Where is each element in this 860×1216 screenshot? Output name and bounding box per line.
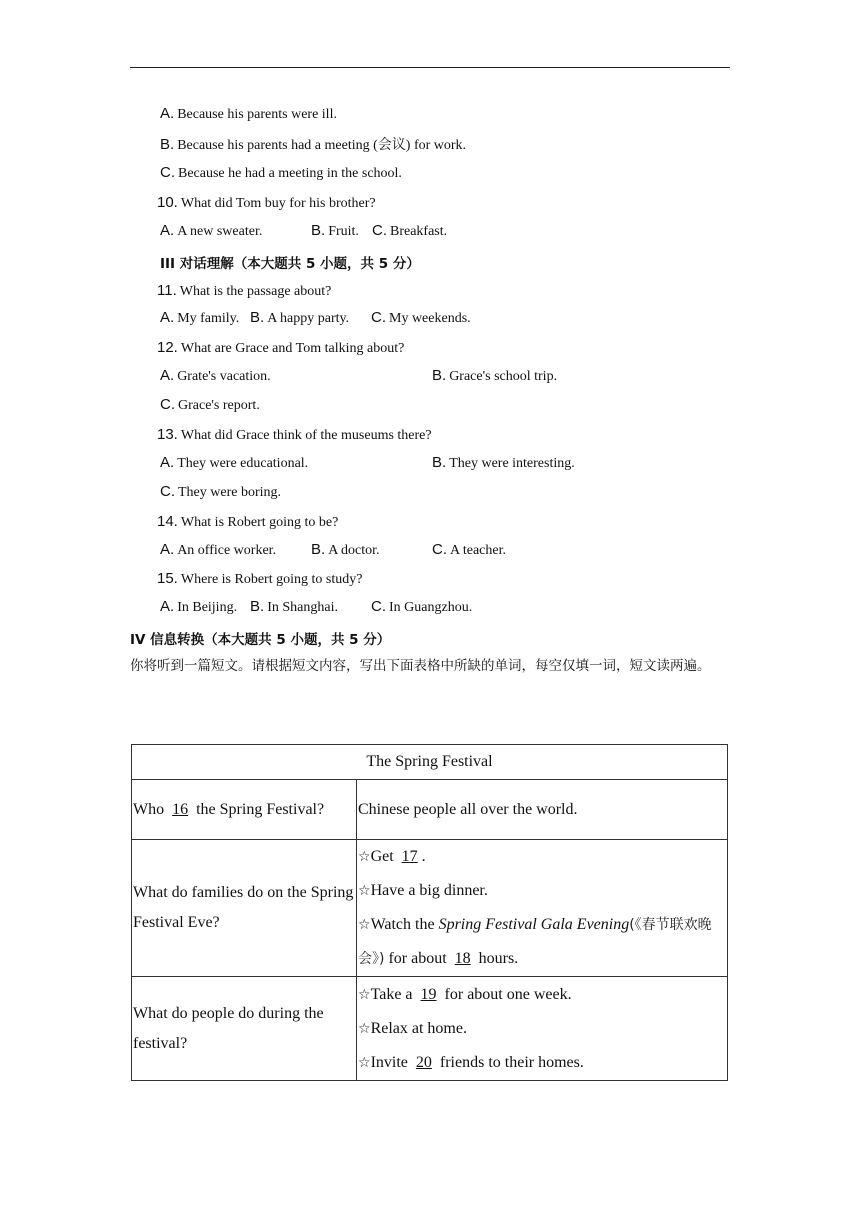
option-letter: C. xyxy=(372,222,387,239)
question-number: 13. xyxy=(157,426,178,443)
option-text: Because he had a meeting in the school. xyxy=(178,166,402,181)
q11-option-a xyxy=(160,309,239,327)
cell-text: for about xyxy=(388,950,447,967)
list-item xyxy=(358,840,726,874)
q10-option-b xyxy=(311,222,359,240)
option-letter: A. xyxy=(160,222,175,239)
question-cell xyxy=(132,780,357,840)
option-text: A teacher. xyxy=(450,543,506,558)
cell-text: Who xyxy=(133,800,165,818)
q13-option-c xyxy=(160,483,281,501)
cell-text: the Spring Festival? xyxy=(196,800,325,818)
q10-question xyxy=(157,194,376,212)
option-text: They were interesting. xyxy=(449,456,575,471)
option-letter: A. xyxy=(160,105,175,122)
q13-option-b xyxy=(432,454,575,472)
option-letter: B. xyxy=(160,136,175,153)
option-text: Because his parents were ill. xyxy=(177,107,337,122)
cell-text: Relax at home. xyxy=(370,1019,467,1037)
option-letter: B. xyxy=(432,454,447,471)
question-text: What did Grace think of the museums there? xyxy=(180,428,432,443)
option-text: Because his parents had a meeting (会议) for work. xyxy=(177,138,467,153)
cell-text: friends to their homes. xyxy=(439,1053,584,1071)
star-icon: ☆ xyxy=(358,986,371,1003)
q15-question xyxy=(157,570,362,588)
answer-cell xyxy=(357,840,728,977)
option-text: In Guangzhou. xyxy=(389,600,473,615)
program-name: Spring Festival Gala Evening xyxy=(438,916,630,933)
question-cell: What do people do during the festival? xyxy=(132,977,357,1081)
question-text: What are Grace and Tom talking about? xyxy=(180,341,405,356)
question-text: What did Tom buy for his brother? xyxy=(180,196,376,211)
q13-option-a xyxy=(160,454,308,472)
star-icon: ☆ xyxy=(358,883,371,899)
list-item xyxy=(358,1046,726,1080)
q12-option-b xyxy=(432,367,557,385)
option-letter: C. xyxy=(432,541,447,558)
option-text: Grace's school trip. xyxy=(449,369,558,384)
cell-text: Have a big dinner. xyxy=(370,882,488,899)
cell-text: Invite xyxy=(370,1053,408,1071)
q15-option-c xyxy=(371,598,472,616)
option-letter: B. xyxy=(432,367,447,384)
option-letter: C. xyxy=(371,598,386,615)
question-number: 10. xyxy=(157,194,178,211)
star-icon: ☆ xyxy=(358,849,371,865)
cell-text: Get xyxy=(370,848,394,865)
q11-option-b xyxy=(250,309,349,327)
q10-option-c xyxy=(372,222,447,240)
list-item xyxy=(358,874,726,908)
table-row xyxy=(132,780,728,840)
option-text: Breakfast. xyxy=(390,224,448,239)
q11-question xyxy=(157,282,331,300)
section-3-heading: III 对话理解（本大题共 5 小题，共 5 分） xyxy=(160,256,420,272)
list-item xyxy=(358,1012,726,1046)
option-text: A doctor. xyxy=(328,543,380,558)
option-text: They were educational. xyxy=(177,456,309,471)
blank-16: 16 xyxy=(172,800,189,818)
option-text: A new sweater. xyxy=(177,224,263,239)
question-number: 14. xyxy=(157,513,178,530)
section-4-instructions: 你将听到一篇短文。请根据短文内容，写出下面表格中所缺的单词，每空仅填一词，短文读两遍。 xyxy=(130,658,711,674)
list-item xyxy=(358,908,726,976)
star-icon: ☆ xyxy=(358,1020,371,1037)
option-letter: A. xyxy=(160,309,175,326)
question-number: 12. xyxy=(157,339,178,356)
table-row xyxy=(132,840,728,977)
answer-cell: Chinese people all over the world. xyxy=(357,780,728,840)
option-letter: B. xyxy=(250,309,265,326)
q13-question xyxy=(157,426,432,444)
option-letter: B. xyxy=(311,541,326,558)
option-letter: C. xyxy=(160,483,175,500)
table-title-row xyxy=(132,745,728,780)
option-text: My weekends. xyxy=(389,311,471,326)
q14-option-a xyxy=(160,541,276,559)
star-icon: ☆ xyxy=(358,1054,371,1071)
question-number: 15. xyxy=(157,570,178,587)
option-letter: A. xyxy=(160,454,175,471)
option-letter: B. xyxy=(311,222,326,239)
q10-options xyxy=(160,222,262,240)
q15-option-a xyxy=(160,598,237,616)
cell-text: hours. xyxy=(478,950,519,967)
cn-annotation: (《春节联欢晚会》) xyxy=(358,917,712,967)
q14-option-b xyxy=(311,541,380,559)
option-text: Grate's vacation. xyxy=(177,369,271,384)
option-text: My family. xyxy=(177,311,240,326)
question-text: Where is Robert going to study? xyxy=(180,572,363,587)
question-text: What is Robert going to be? xyxy=(180,515,339,530)
q11-option-c xyxy=(371,309,471,327)
option-letter: A. xyxy=(160,367,175,384)
option-text: In Beijing. xyxy=(177,600,238,615)
option-letter: A. xyxy=(160,541,175,558)
option-letter: B. xyxy=(250,598,265,615)
spring-festival-table xyxy=(131,744,728,1081)
option-letter: C. xyxy=(160,396,175,413)
cell-text: . xyxy=(421,848,426,865)
blank-19: 19 xyxy=(420,985,437,1003)
option-text: Grace's report. xyxy=(178,398,260,413)
question-number: 11. xyxy=(157,282,177,299)
q12-question xyxy=(157,339,404,357)
section-4-heading: IV 信息转换（本大题共 5 小题，共 5 分） xyxy=(130,632,391,648)
option-letter: A. xyxy=(160,598,175,615)
list-item xyxy=(358,978,726,1012)
blank-20: 20 xyxy=(415,1053,432,1071)
q9-option-c xyxy=(160,164,402,182)
q9-option-b xyxy=(160,134,466,154)
answer-cell xyxy=(357,977,728,1081)
q14-question xyxy=(157,513,338,531)
q9-option-a xyxy=(160,105,337,123)
question-cell: What do families do on the Spring Festival Eve? xyxy=(132,840,357,977)
table-row xyxy=(132,977,728,1081)
option-text: Fruit. xyxy=(328,224,359,239)
option-text: They were boring. xyxy=(178,485,282,500)
option-text: In Shanghai. xyxy=(267,600,338,615)
q12-option-a xyxy=(160,367,271,385)
cell-text: for about one week. xyxy=(444,985,572,1003)
cell-text: Take a xyxy=(370,985,413,1003)
option-letter: C. xyxy=(371,309,386,326)
option-text: An office worker. xyxy=(177,543,277,558)
q14-option-c xyxy=(432,541,506,559)
header-rule xyxy=(130,67,730,68)
q12-option-c xyxy=(160,396,260,414)
star-icon: ☆ xyxy=(358,917,371,933)
option-letter: C. xyxy=(160,164,175,181)
q15-option-b xyxy=(250,598,338,616)
blank-17: 17 xyxy=(401,848,418,865)
cell-text: Watch the xyxy=(370,916,435,933)
blank-18: 18 xyxy=(454,950,471,967)
option-text: A happy party. xyxy=(267,311,350,326)
table-title: The Spring Festival xyxy=(132,745,728,780)
question-text: What is the passage about? xyxy=(179,284,332,299)
